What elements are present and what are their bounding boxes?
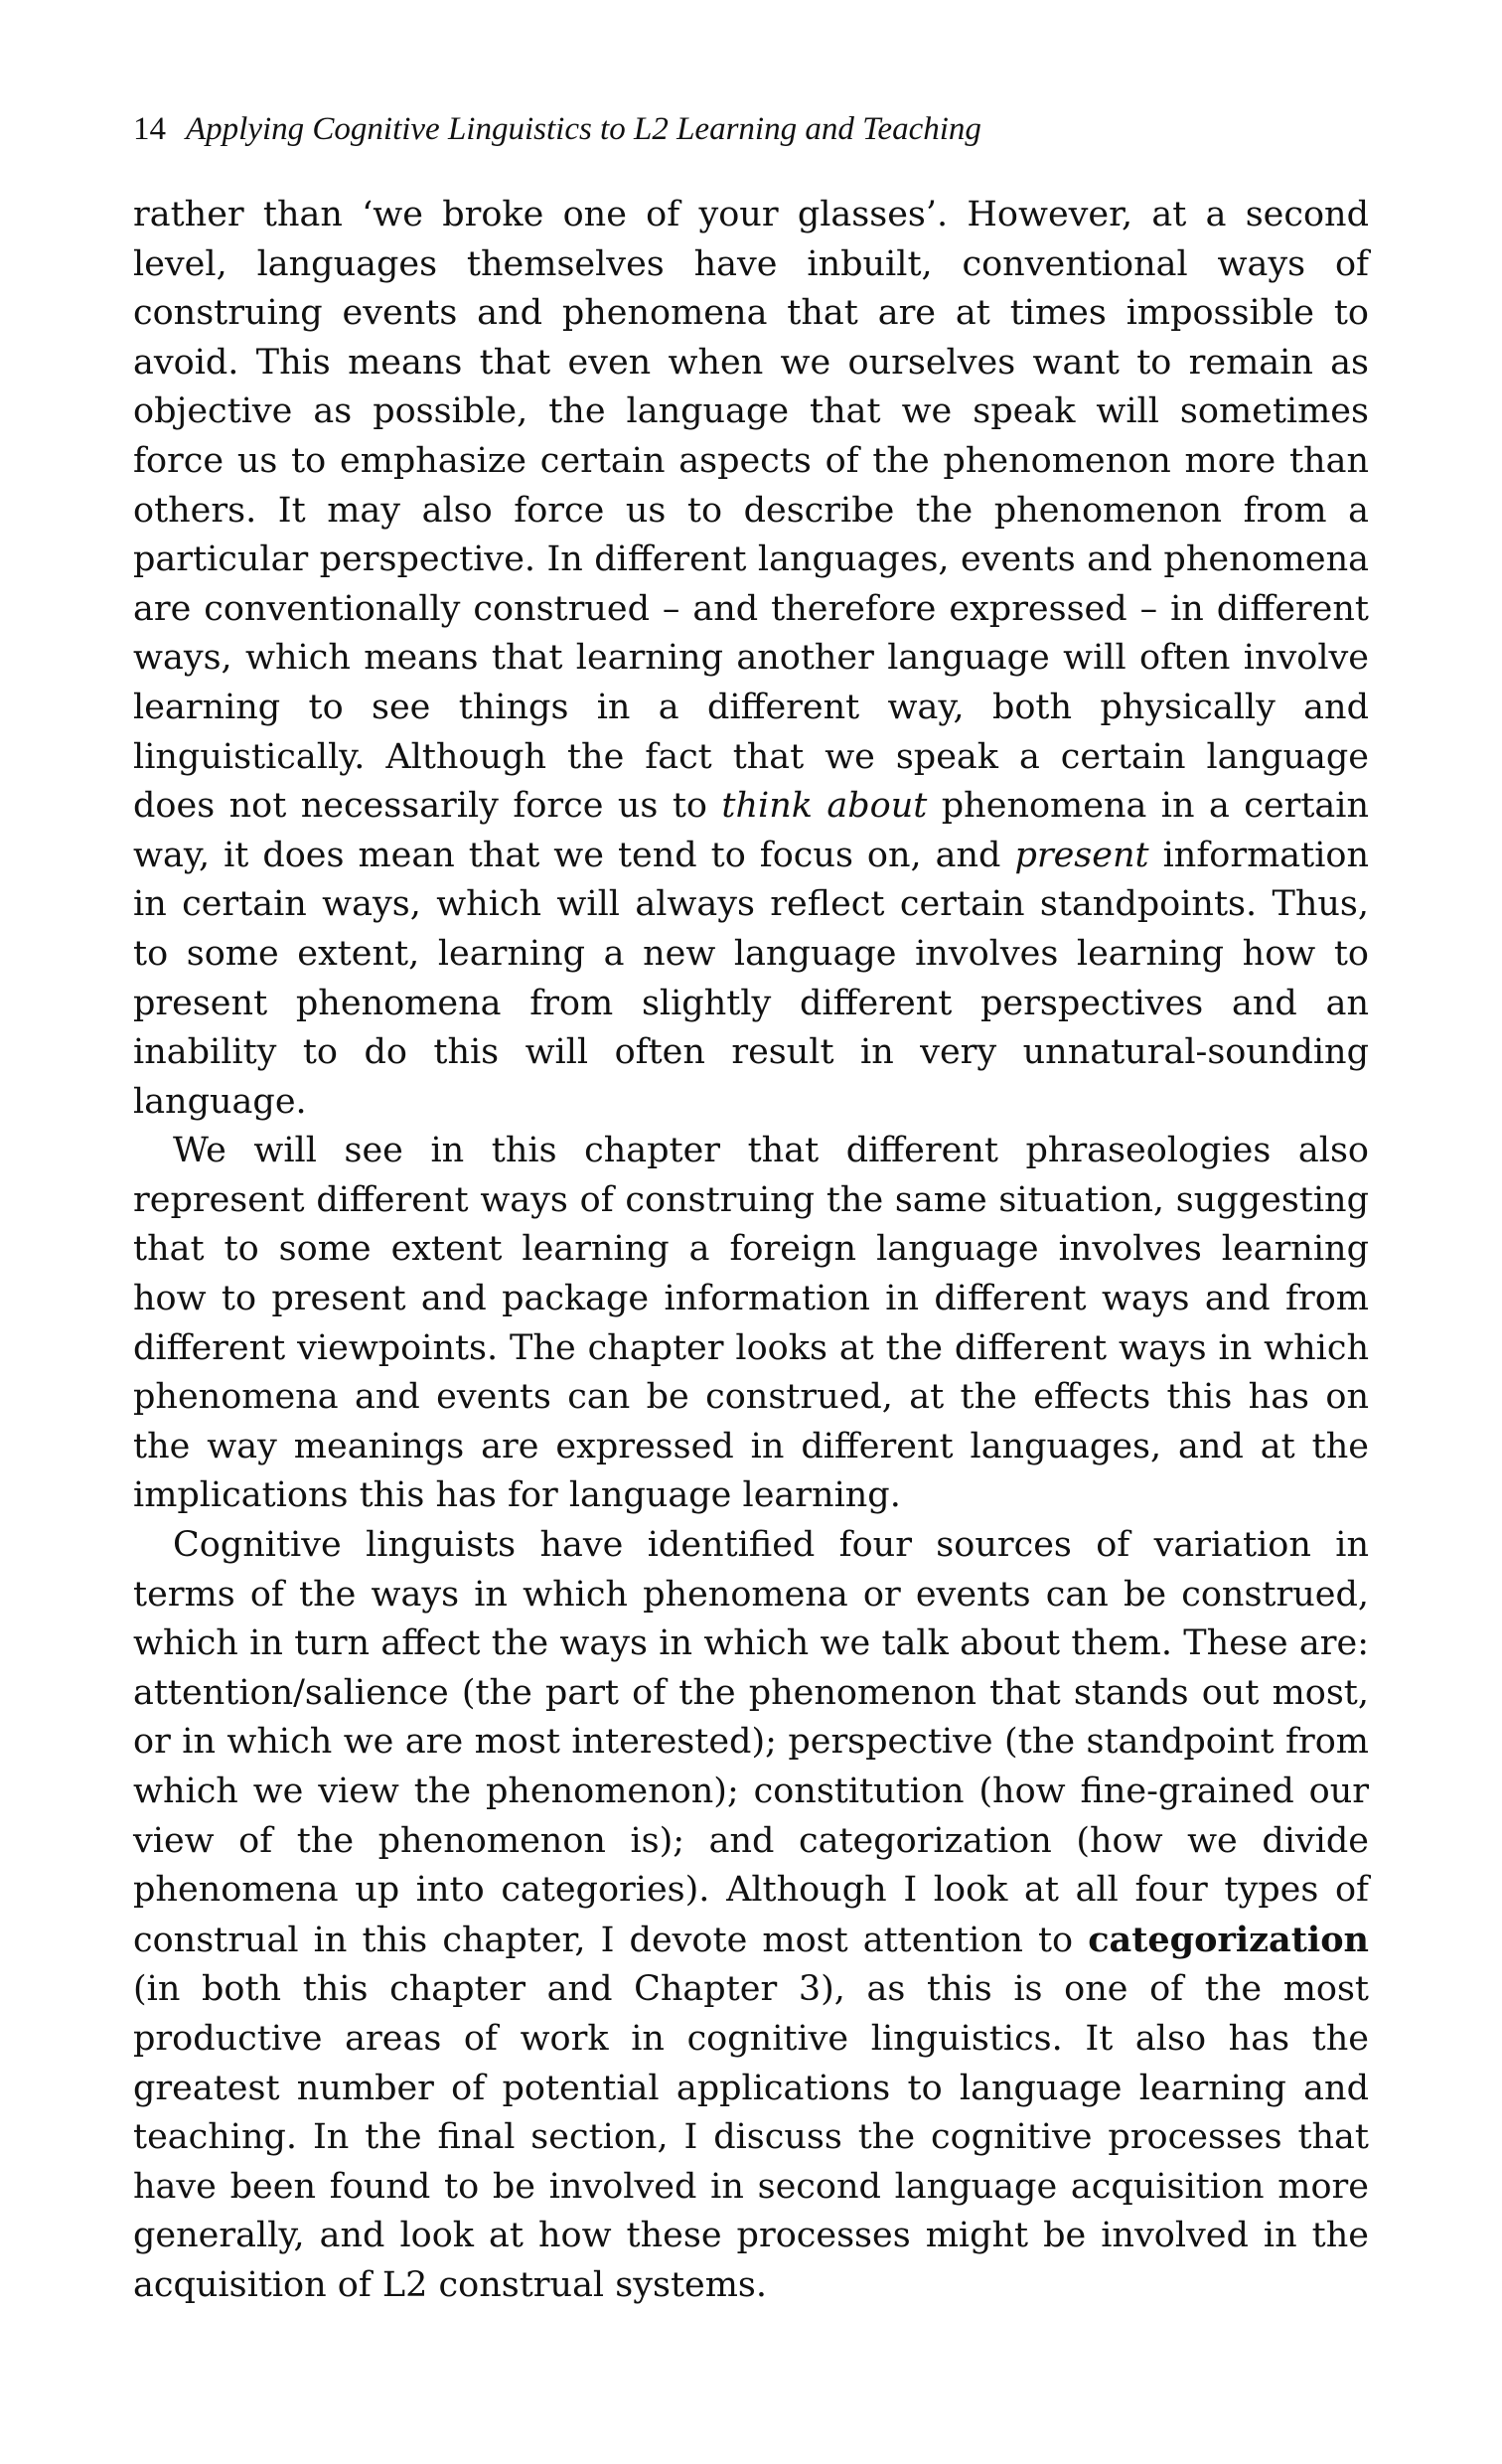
text-span: information in certain ways, which will always reflect certain standpoints. Thus, to some extent, learning a new language involves learning how to present phenomena from slightly different perspectives and an inability to do this will often result in very unnatural-sounding language.: [133, 835, 1370, 1122]
text-span: rather than ‘we broke one of your glasses’. However, at a second level, languages themselves have inbuilt, conventional ways of construing events and phenomena that are at times impossible to avoid. This means that even when we ourselves want to remain as objective as possible, the language that we speak will sometimes force us to emphasize certain aspects of the phenomenon more than others. It may also force us to describe the phenomenon from a particular perspective. In different languages, events and phenomena are conventionally construed – and therefore expressed – in different ways, which means that learning another language will often involve learning to see things in a different way, both physically and linguistically. Although the fact that we speak a certain language does not necessarily force us to: [133, 195, 1369, 827]
body-text: [133, 191, 1369, 2311]
text-span: Cognitive linguists have identified four sources of variation in terms of the ways in which phenomena or events can be construed, which in turn affect the ways in which we talk about them. These are: attention/​salience (the part of the phenomenon that stands out most, or in which we are most interested); perspective (the standpoint from which we view the phenomenon); constitution (how fine-grained our view of the phenomenon is); and categorization (how we divide phenomena up into categories). Although I look at all four types of construal in this chapter, I devote most attention to: [133, 1525, 1369, 1960]
text-span: phenomena in a certain way, it does mean that we tend to focus on, and: [133, 786, 1369, 875]
text-span: We will see in this chapter that different phraseologies also represent different ways of construing the same situation, suggesting that to some extent learning a foreign language involves learning how to present and package information in different ways and from different viewpoints. The chapter looks at the different ways in which phenomena and events can be construed, at the effects this has on the way meanings are expressed in different languages, and at the implications this has for language learning.: [133, 1131, 1369, 1516]
page-number: 14: [133, 111, 166, 147]
paragraph-2: [133, 1127, 1369, 1521]
italic-text: present: [1014, 835, 1149, 875]
paragraph-3: [133, 1521, 1369, 2311]
text-span: (in both this chapter and Chapter 3), as this is one of the most productive areas of work in cognitive linguistics. It also has the greatest number of potential applications to language learning and teaching. In the final section, I discuss the cognitive processes that have been found to be involved in second language acquisition more generally, and look at how these processes might be involved in the acquisition of L2 construal systems.: [133, 1969, 1369, 2305]
paragraph-1: [133, 191, 1369, 1127]
running-head: [133, 109, 1369, 149]
italic-text: think about: [721, 786, 928, 827]
book-title: Applying Cognitive Linguistics to L2 Learning and Teaching: [186, 111, 981, 147]
book-page: [133, 109, 1369, 2311]
bold-text: categorization: [1088, 1919, 1369, 1960]
